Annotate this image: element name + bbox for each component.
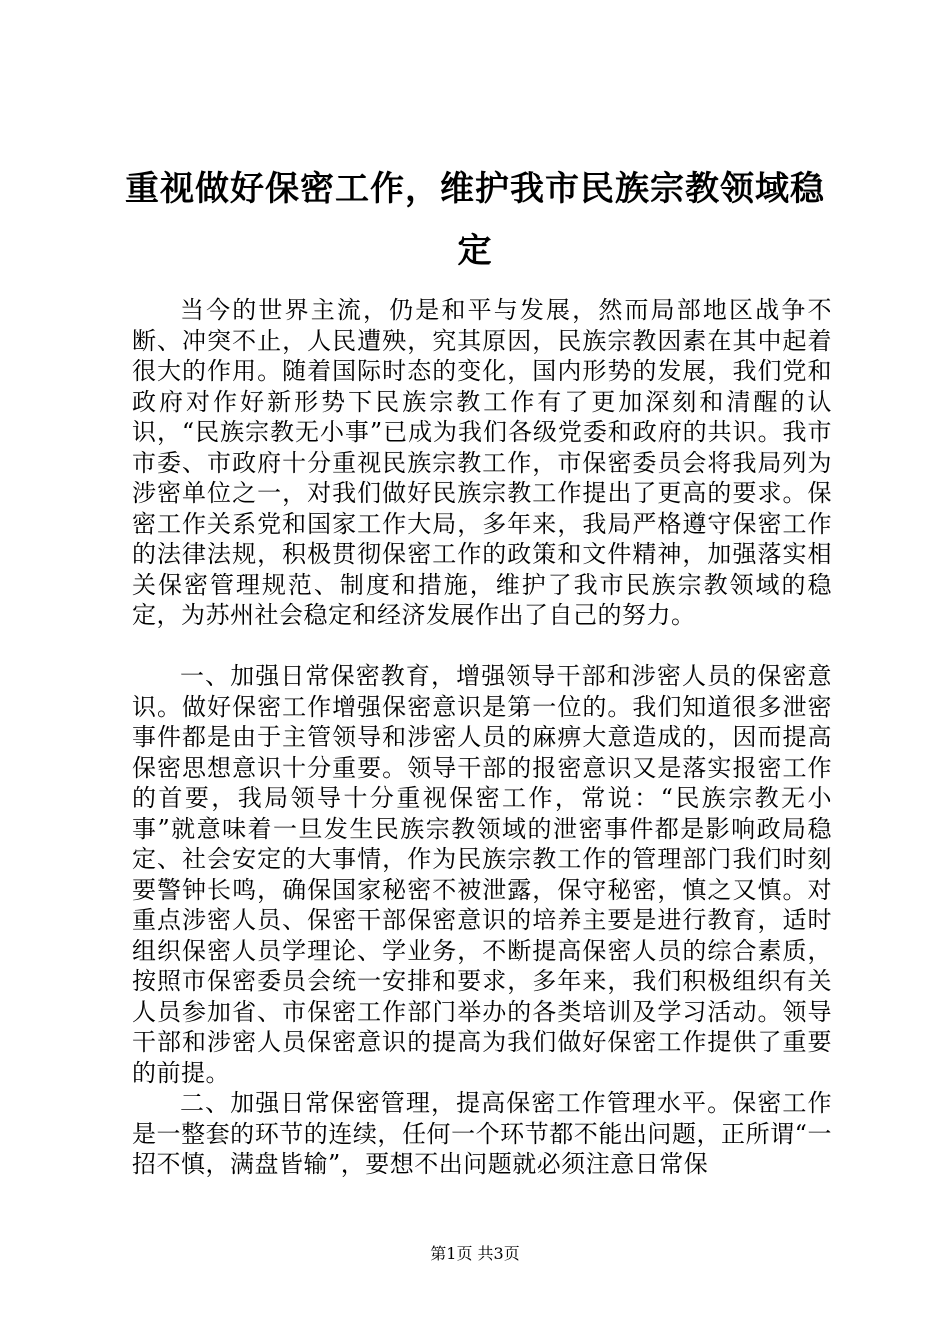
paragraph-intro: 当今的世界主流，仍是和平与发展，然而局部地区战争不断、冲突不止，人民遭殃，究其原因，民族宗教因素在其中起着很大的作用。随着国际时态的变化，国内形势的发展，我们党和政府对作好新形势下民族宗教工作有了更加深刻和清醒的认识，“民族宗教无小事”已成为我们各级党委和政府的共识。我市市委、市政府十分重视民族宗教工作，市保密委员会将我局列为涉密单位之一，对我们做好民族宗教工作提出了更高的要求。保密工作关系党和国家工作大局，多年来，我局严格遵守保密工作的法律法规，积极贯彻保密工作的政策和文件精神，加强落实相关保密管理规范、制度和措施，维护了我市民族宗教领域的稳定，为苏州社会稳定和经济发展作出了自己的努力。 — [132, 296, 832, 629]
document-title: 重视做好保密工作，维护我市民族宗教领域稳定 — [125, 169, 825, 271]
paragraph-section-2: 二、加强日常保密管理，提高保密工作管理水平。保密工作是一整套的环节的连续，任何一个环节都不能出问题，正所谓“一招不慎，满盘皆输”，要想不出问题就必须注意日常保 — [132, 1089, 832, 1178]
paragraph-section-1: 一、加强日常保密教育，增强领导干部和涉密人员的保密意识。做好保密工作增强保密意识是第一位的。我们知道很多泄密事件都是由于主管领导和涉密人员的麻痹大意造成的，因而提高保密思想意识十分重要。领导干部的报密意识又是落实报密工作的首要，我局领导十分重视保密工作，常说：“民族宗教无小事”就意味着一旦发生民族宗教领域的泄密事件都是影响政局稳定、社会安定的大事情，作为民族宗教工作的管理部门我们时刻要警钟长鸣，确保国家秘密不被泄露，保守秘密，慎之又慎。对重点涉密人员、保密干部保密意识的培养主要是进行教育，适时组织保密人员学理论、学业务，不断提高保密人员的综合素质，按照市保密委员会统一安排和要求，多年来，我们积极组织有关人员参加省、市保密工作部门举办的各类培训及学习活动。领导干部和涉密人员保密意识的提高为我们做好保密工作提供了重要的前提。 — [132, 662, 832, 1087]
page-number-footer: 第1页 共3页 — [430, 1244, 520, 1263]
document-body — [132, 295, 832, 1180]
